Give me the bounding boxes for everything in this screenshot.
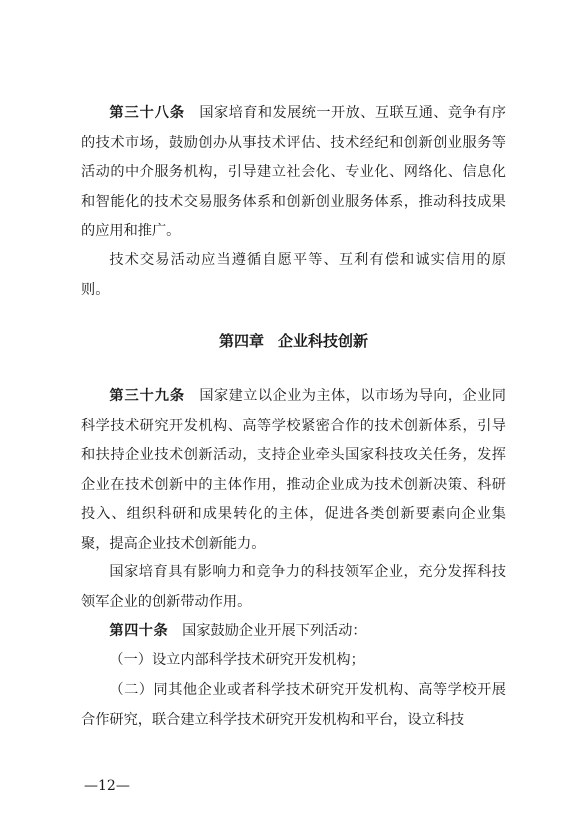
article-40-text: 国家鼓励企业开展下列活动： xyxy=(182,623,367,639)
article-38-paragraph xyxy=(81,99,506,247)
article-40-title: 第四十条 xyxy=(109,623,169,639)
chapter-heading xyxy=(81,330,506,352)
article-40-item-2: （二）同其他企业或者科学技术研究开发机构、高等学校开展合作研究，联合建立科学技术研究开发机构和平台，设立科技 xyxy=(81,682,506,728)
article-38-text: 国家培育和发展统一开放、互联互通、竞争有序的技术市场，鼓励创办从事技术评估、技术经纪和创新创业服务等活动的中介服务机构，引导建立社会化、专业化、网络化、信息化和智能化的技术交易服务体系和创新创业服务体系，推动科技成果的应用和推广。 xyxy=(81,105,506,239)
chapter-number: 第四章 xyxy=(218,332,264,350)
article-38-title: 第三十八条 xyxy=(109,105,185,121)
article-39-paragraph-2: 国家培育具有影响力和竞争力的科技领军企业，充分发挥科技领军企业的创新带动作用。 xyxy=(81,564,506,610)
article-39-title: 第三十九条 xyxy=(109,388,185,404)
article-40-item-1: （一）设立内部科学技术研究开发机构； xyxy=(109,652,365,668)
chapter-title: 企业科技创新 xyxy=(278,332,369,350)
article-38-paragraph-2: 技术交易活动应当遵循自愿平等、互利有偿和诚实信用的原则。 xyxy=(81,252,506,298)
article-40-paragraph xyxy=(81,617,506,647)
article-39-paragraph xyxy=(81,382,506,559)
article-39-text: 国家建立以企业为主体，以市场为导向，企业同科学技术研究开发机构、高等学校紧密合作的技术创新体系，引导和扶持企业技术创新活动，支持企业牵头国家科技攻关任务，发挥企业在技术创新中的主体作用，推动企业成为技术创新决策、科研投入、组织科研和成果转化的主体，促进各类创新要素向企业集聚，提高企业技术创新能力。 xyxy=(81,388,506,552)
page-number: —12— xyxy=(84,778,130,794)
